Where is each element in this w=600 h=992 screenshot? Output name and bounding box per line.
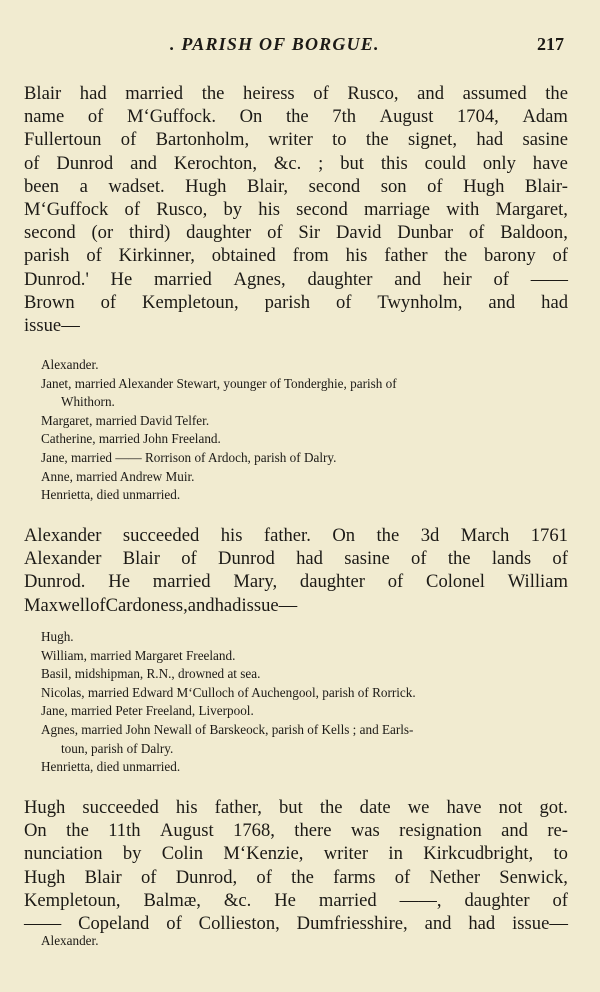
word: Mary,	[233, 571, 278, 593]
word: of	[166, 912, 182, 934]
word: daughter	[299, 571, 365, 593]
word: daughter	[464, 889, 530, 911]
issue-list-alexander-blair	[41, 628, 571, 777]
word: issue—	[241, 594, 298, 616]
word: had	[476, 129, 504, 151]
word: had	[214, 594, 242, 616]
word: 1768,	[233, 820, 275, 842]
word: parish	[24, 245, 70, 267]
word: succeeded	[82, 797, 159, 818]
list-item: William, married Margaret Freeland.	[41, 647, 236, 663]
list-item: Agnes, married John Newall of Barskeock, parish of Kells ; and Earls-	[41, 721, 414, 737]
word: Blair	[122, 548, 160, 570]
word: second	[308, 175, 361, 197]
word: marriage	[363, 198, 431, 220]
word: 1761	[530, 525, 568, 546]
word: barony	[484, 245, 536, 267]
word: lands	[491, 548, 532, 570]
word: Maxwell	[24, 594, 91, 616]
word: had	[296, 548, 323, 570]
word: the	[376, 525, 400, 546]
word: daughter	[186, 222, 252, 244]
paragraph-line	[24, 819, 568, 842]
word: there	[294, 820, 332, 842]
word: the	[201, 83, 225, 104]
word: David	[335, 222, 382, 244]
word: in	[388, 843, 403, 865]
word: William	[507, 571, 568, 593]
word: Fullertoun	[24, 129, 102, 151]
word: of	[90, 594, 106, 616]
paragraph-line	[24, 268, 568, 291]
paragraph-line	[24, 291, 568, 314]
paragraph-line	[24, 547, 568, 570]
word: He	[110, 268, 133, 290]
word: of	[387, 571, 404, 593]
page-number: 217	[537, 34, 564, 54]
word: son	[380, 175, 407, 197]
page-header	[0, 34, 600, 60]
list-item: Alexander.	[41, 357, 99, 372]
word: of	[86, 245, 102, 267]
word: of	[552, 245, 568, 267]
word: of	[552, 548, 568, 570]
list-item: Hugh.	[41, 629, 74, 644]
word: of	[24, 152, 40, 174]
word: 1704,	[456, 106, 499, 128]
list-item: Henrietta, died unmarried.	[41, 487, 181, 503]
word: heir	[442, 268, 472, 290]
word: Rusco,	[347, 83, 399, 104]
word: got.	[539, 797, 568, 818]
list-item: Catherine, married John Freeland.	[41, 431, 221, 447]
word: and	[424, 912, 452, 934]
word: Kempletoun,	[24, 889, 121, 911]
word: Baldoon,	[500, 222, 568, 244]
word: was	[350, 820, 380, 842]
word: of	[411, 548, 427, 570]
word: the	[66, 820, 89, 842]
word: the	[545, 83, 568, 104]
list-item: toun, parish of Dalry.	[61, 740, 174, 756]
word: Senwick,	[499, 866, 568, 888]
word: M‘Guffock.	[126, 106, 216, 128]
word: have	[446, 797, 482, 818]
word: of	[100, 291, 117, 313]
word: married	[153, 268, 212, 290]
word: Balmæ,	[143, 889, 201, 911]
word: of	[267, 222, 283, 244]
word: of	[493, 268, 509, 290]
list-item: Jane, married Peter Freeland, Liverpool.	[41, 703, 254, 719]
word: March	[460, 525, 510, 546]
word: nunciation	[24, 843, 103, 865]
word: have	[532, 152, 568, 174]
word: and	[488, 291, 516, 313]
word: &c.	[273, 152, 302, 174]
word: Kempletoun,	[142, 291, 239, 313]
word: and	[394, 268, 422, 290]
word: his	[345, 245, 368, 267]
word: Dumfriesshire,	[296, 912, 408, 934]
word: a	[79, 175, 88, 197]
word: of	[335, 291, 352, 313]
list-item: Anne, married Andrew Muir.	[41, 468, 195, 484]
word: August	[379, 106, 434, 128]
word: father	[384, 245, 428, 267]
word: father,	[214, 797, 262, 818]
paragraph-line	[24, 866, 568, 889]
word: Adam	[522, 106, 568, 128]
paragraph-line	[24, 198, 568, 221]
word: but	[340, 152, 364, 174]
word: daughter	[307, 268, 373, 290]
issue-list-hugh-blair-younger	[41, 932, 571, 951]
word: to	[332, 129, 347, 151]
word: had	[541, 291, 568, 313]
paragraph-line	[24, 842, 568, 865]
word: name	[24, 106, 65, 128]
word: 3d	[420, 525, 440, 546]
word: sasine	[522, 129, 568, 151]
word: Dunrod	[218, 548, 275, 570]
word: we	[407, 797, 430, 818]
word: of	[140, 866, 157, 888]
word: parish	[264, 291, 311, 313]
word: Margaret,	[495, 198, 568, 220]
paragraph-alexander-succeeded	[24, 524, 568, 617]
word: Dunrod,	[175, 866, 238, 888]
word: Blair,	[246, 175, 289, 197]
word: could	[424, 152, 466, 174]
word: ;	[318, 152, 324, 174]
paragraph-line	[24, 82, 568, 105]
word: On	[24, 820, 47, 842]
word: Blair-	[524, 175, 568, 197]
word: the	[444, 245, 468, 267]
word: by	[223, 198, 243, 220]
word: Dunrod.	[24, 571, 86, 593]
word: the	[365, 129, 389, 151]
word: Twynholm,	[377, 291, 463, 313]
word: issue—	[24, 314, 80, 336]
word: had	[468, 912, 496, 934]
word: his	[175, 797, 198, 818]
word: his	[258, 198, 280, 220]
word: Blair	[84, 866, 122, 888]
word: by	[122, 843, 142, 865]
paragraph-line	[24, 244, 568, 267]
word: only	[482, 152, 516, 174]
word: this	[380, 152, 408, 174]
word: Dunrod.'	[24, 268, 89, 290]
word: sasine	[344, 548, 390, 570]
word: Sir	[298, 222, 321, 244]
word: with	[446, 198, 480, 220]
list-item: Jane, married —— Rorrison of Ardoch, parish of Dalry.	[41, 449, 337, 465]
word: and	[130, 152, 157, 174]
word: ——	[24, 912, 62, 934]
paragraph-line	[24, 221, 568, 244]
word: the	[291, 866, 314, 888]
word: of	[468, 222, 485, 244]
word: re-	[547, 820, 568, 842]
word: his	[220, 525, 243, 546]
word: Hugh	[24, 797, 66, 818]
word: married	[152, 571, 211, 593]
word: of	[87, 106, 104, 128]
word: not	[498, 797, 523, 818]
word: date	[359, 797, 391, 818]
word: ——	[530, 268, 568, 290]
word: farms	[333, 866, 376, 888]
word: of	[313, 83, 329, 104]
paragraph-line	[24, 175, 568, 198]
word: On	[239, 106, 263, 128]
paragraph-line	[24, 594, 568, 617]
issue-list-hugh-blair	[41, 356, 571, 505]
word: August	[159, 820, 214, 842]
word: but	[279, 797, 303, 818]
word: signet,	[407, 129, 458, 151]
word: issue—	[512, 912, 568, 934]
word: Alexander	[24, 548, 102, 570]
word: and	[501, 820, 528, 842]
word: Collieston,	[198, 912, 280, 934]
word: of	[394, 866, 411, 888]
word: second	[296, 198, 348, 220]
word: married	[125, 83, 184, 104]
word: Kerochton,	[173, 152, 257, 174]
word: the	[319, 797, 343, 818]
word: of	[120, 129, 137, 151]
word: assumed	[462, 83, 527, 104]
paragraph-line	[24, 570, 568, 593]
word: of	[256, 866, 272, 888]
word: (or	[91, 222, 114, 244]
word: of	[552, 889, 568, 911]
word: Hugh	[24, 866, 66, 888]
word: Alexander	[24, 525, 102, 546]
word: the	[447, 548, 471, 570]
word: obtained	[211, 245, 276, 267]
word: Kirkcudbright,	[423, 843, 534, 865]
word: heiress	[243, 83, 295, 104]
word: Colonel	[426, 571, 485, 593]
word: M‘Guffock	[24, 198, 109, 220]
word: second	[24, 222, 76, 244]
word: Colin	[161, 843, 204, 865]
word: married	[318, 889, 377, 911]
paragraph-line	[24, 105, 568, 128]
word: ——,	[399, 889, 442, 911]
list-item: Whithorn.	[61, 394, 115, 410]
paragraph-line	[24, 128, 568, 151]
word: M‘Kenzie,	[223, 843, 304, 865]
word: from	[292, 245, 329, 267]
word: Blair	[24, 83, 62, 104]
word: Rusco,	[156, 198, 208, 220]
word: and	[417, 83, 444, 104]
list-item: Alexander.	[41, 933, 99, 948]
list-item: Henrietta, died unmarried.	[41, 759, 181, 775]
word: writer	[323, 843, 369, 865]
word: writer	[268, 129, 313, 151]
word: On	[332, 525, 356, 546]
word: Agnes,	[233, 268, 286, 290]
word: Cardoness,	[105, 594, 188, 616]
word: Hugh	[463, 175, 505, 197]
word: of	[427, 175, 443, 197]
word: 11th	[108, 820, 141, 842]
paragraph-hugh-succeeded	[24, 796, 568, 935]
word: third)	[129, 222, 171, 244]
paragraph-blair-of-dunrod	[24, 82, 568, 337]
word: father.	[263, 525, 311, 546]
word: Nether	[429, 866, 481, 888]
list-item: Basil, midshipman, R.N., drowned at sea.	[41, 666, 261, 682]
word: of	[124, 198, 141, 220]
word: of	[181, 548, 197, 570]
paragraph-line	[24, 889, 568, 912]
word: Bartonholm,	[155, 129, 250, 151]
paragraph-line	[24, 152, 568, 175]
word: wadset.	[108, 175, 165, 197]
list-item: Janet, married Alexander Stewart, younger of Tonderghie, parish of	[41, 375, 397, 391]
word: and	[187, 594, 215, 616]
word: to	[553, 843, 568, 865]
word: Kirkinner,	[118, 245, 195, 267]
word: He	[274, 889, 296, 911]
paragraph-line	[24, 796, 568, 819]
word: had	[79, 83, 107, 104]
list-item: Margaret, married David Telfer.	[41, 412, 210, 428]
word: Dunbar	[397, 222, 454, 244]
paragraph-line	[24, 524, 568, 547]
word: Dunrod	[56, 152, 114, 174]
word: Copeland	[78, 912, 150, 934]
running-title: . PARISH OF BORGUE.	[170, 34, 380, 54]
word: Brown	[24, 291, 75, 313]
word: &c.	[223, 889, 252, 911]
word: He	[108, 571, 130, 593]
word: resignation	[399, 820, 482, 842]
word: succeeded	[122, 525, 200, 546]
word: Hugh	[185, 175, 227, 197]
word: been	[24, 175, 60, 197]
word: the	[285, 106, 309, 128]
list-item: Nicolas, married Edward M‘Culloch of Auchengool, parish of Rorrick.	[41, 684, 416, 700]
paragraph-line	[24, 314, 568, 337]
word: 7th	[332, 106, 357, 128]
